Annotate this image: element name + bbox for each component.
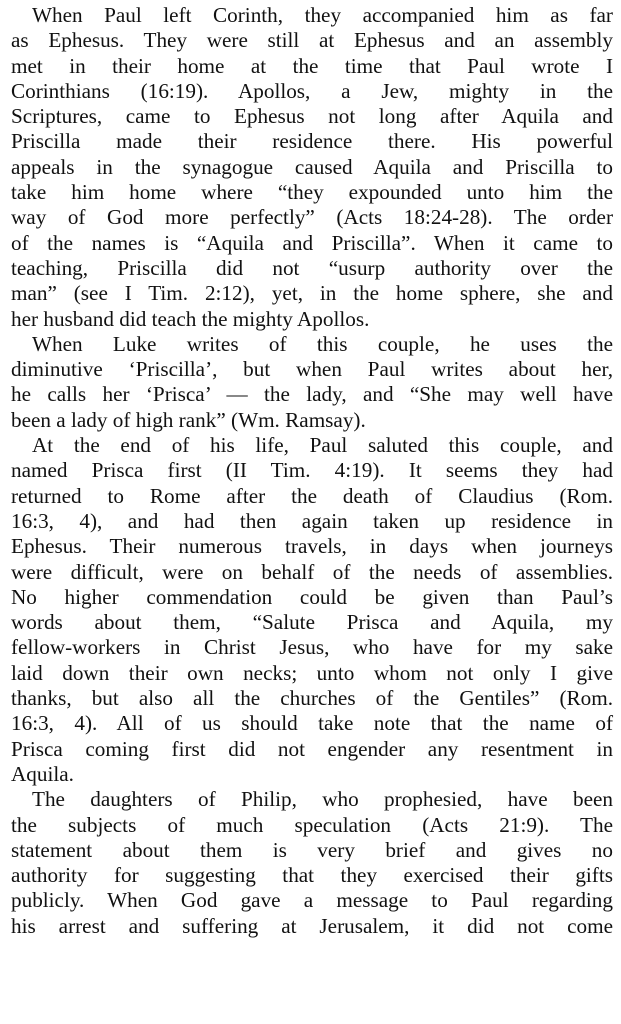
text-line: When Paul left Corinth, they accompanied him as far xyxy=(32,3,613,27)
text-line: man” (see I Tim. 2:12), yet, in the home sphere, she and xyxy=(11,281,613,306)
text-line: appeals in the synagogue caused Aquila and Priscilla to xyxy=(11,154,613,179)
text-line: Prisca coming first did not engender any resentment in xyxy=(11,736,613,761)
text-line: words about them, “Salute Prisca and Aquila, my xyxy=(11,610,613,635)
text-line: When Luke writes of this couple, he uses the xyxy=(32,331,613,356)
text-line: he calls her ‘Prisca’ — the lady, and “She may well have xyxy=(11,382,613,407)
text-line: Corinthians (16:19). Apollos, a Jew, mighty in the xyxy=(11,78,613,103)
text-line: been a lady of high rank” (Wm. Ramsay). xyxy=(11,407,366,432)
text-line: statement about them is very brief and gives no xyxy=(11,837,613,862)
text-line: 16:3, 4), and had then again taken up residence in xyxy=(11,508,613,533)
text-line: The daughters of Philip, who prophesied, have been xyxy=(32,787,613,812)
text-line: named Prisca first (II Tim. 4:19). It seems they had xyxy=(11,458,613,483)
text-line: diminutive ‘Priscilla’, but when Paul writes about her, xyxy=(11,357,613,382)
text-line: 16:3, 4). All of us should take note that the name of xyxy=(11,711,613,736)
text-line: take him home where “they expounded unto him the xyxy=(11,180,613,205)
text-line: laid down their own necks; unto whom not only I give xyxy=(11,660,613,685)
text-line: as Ephesus. They were still at Ephesus and an assembly xyxy=(11,28,613,53)
text-line: were difficult, were on behalf of the needs of assemblies. xyxy=(11,559,613,584)
text-line: fellow-workers in Christ Jesus, who have for my sake xyxy=(11,635,613,660)
text-line: way of God more perfectly” (Acts 18:24-28). The order xyxy=(11,205,613,230)
text-line: of the names is “Aquila and Priscilla”. When it came to xyxy=(11,230,613,255)
text-line: returned to Rome after the death of Claudius (Rom. xyxy=(11,483,613,508)
text-line: thanks, but also all the churches of the Gentiles” (Rom. xyxy=(11,686,613,711)
text-line: publicly. When God gave a message to Paul regarding xyxy=(11,888,613,913)
text-line: Aquila. xyxy=(11,761,74,786)
text-line: authority for suggesting that they exercised their gifts xyxy=(11,863,613,888)
text-line: teaching, Priscilla did not “usurp authority over the xyxy=(11,255,613,280)
text-line: the subjects of much speculation (Acts 21:9). The xyxy=(11,812,613,837)
text-line: Scriptures, came to Ephesus not long after Aquila and xyxy=(11,104,613,129)
text-line: met in their home at the time that Paul wrote I xyxy=(11,53,613,78)
text-line: No higher commendation could be given than Paul’s xyxy=(11,584,613,609)
text-line: Ephesus. Their numerous travels, in days when journeys xyxy=(11,534,613,559)
text-line: Priscilla made their residence there. His powerful xyxy=(11,129,613,154)
text-line: her husband did teach the mighty Apollos. xyxy=(11,306,370,331)
text-line: At the end of his life, Paul saluted this couple, and xyxy=(32,433,613,458)
text-line: his arrest and suffering at Jerusalem, it did not come xyxy=(11,913,613,938)
document-page xyxy=(11,3,613,939)
